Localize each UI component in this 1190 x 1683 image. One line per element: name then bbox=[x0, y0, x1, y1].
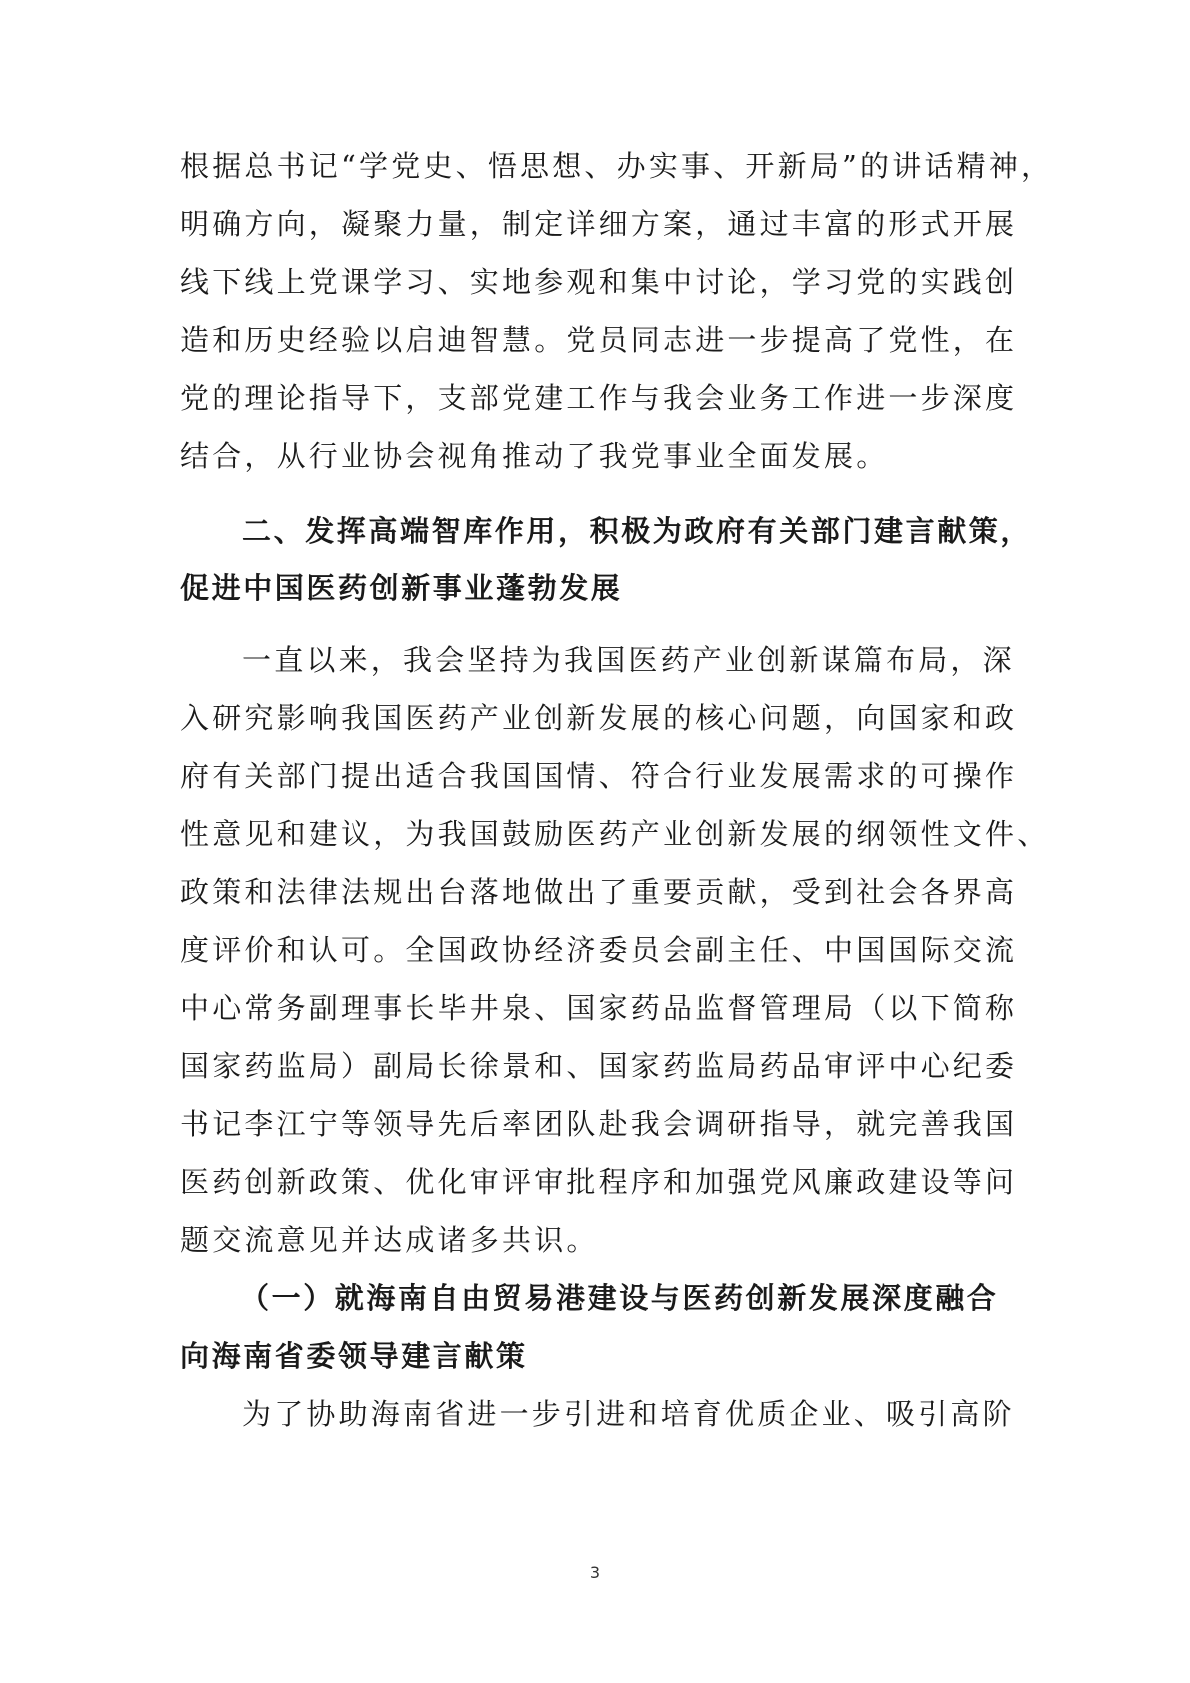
body-line: 入研究影响我国医药产业创新发展的核心问题，向国家和政 bbox=[180, 701, 1018, 735]
subsection-heading: （一）就海南自由贸易港建设与医药创新发展深度融合 bbox=[240, 1281, 999, 1315]
page-number: 3 bbox=[589, 1563, 601, 1582]
body-line: 性意见和建议，为我国鼓励医药产业创新发展的纲领性文件、 bbox=[180, 817, 1050, 851]
body-line: 结合，从行业协会视角推动了我党事业全面发展。 bbox=[180, 439, 889, 473]
body-line: 政策和法律法规出台落地做出了重要贡献，受到社会各界高 bbox=[180, 875, 1018, 909]
body-line: 国家药监局）副局长徐景和、国家药监局药品审评中心纪委 bbox=[180, 1049, 1018, 1083]
body-line: 题交流意见并达成诸多共识。 bbox=[180, 1223, 599, 1257]
body-line: 医药创新政策、优化审评审批程序和加强党风廉政建设等问 bbox=[180, 1165, 1018, 1199]
body-line: 根据总书记“学党史、悟思想、办实事、开新局”的讲话精神， bbox=[180, 149, 1054, 183]
body-line: 线下线上党课学习、实地参观和集中讨论，学习党的实践创 bbox=[180, 265, 1018, 299]
body-line: 党的理论指导下，支部党建工作与我会业务工作进一步深度 bbox=[180, 381, 1018, 415]
body-line: 一直以来，我会坚持为我国医药产业创新谋篇布局，深 bbox=[242, 643, 1015, 677]
body-line: 中心常务副理事长毕井泉、国家药品监督管理局（以下简称 bbox=[180, 991, 1018, 1025]
subsection-heading: 向海南省委领导建言献策 bbox=[180, 1339, 528, 1373]
section-heading: 促进中国医药创新事业蓬勃发展 bbox=[180, 571, 623, 605]
body-line: 明确方向，凝聚力量，制定详细方案，通过丰富的形式开展 bbox=[180, 207, 1018, 241]
body-line: 府有关部门提出适合我国国情、符合行业发展需求的可操作 bbox=[180, 759, 1018, 793]
body-line: 造和历史经验以启迪智慧。党员同志进一步提高了党性，在 bbox=[180, 323, 1018, 357]
section-heading: 二、发挥高端智库作用，积极为政府有关部门建言献策， bbox=[242, 514, 1033, 548]
body-line: 度评价和认可。全国政协经济委员会副主任、中国国际交流 bbox=[180, 933, 1018, 967]
body-line: 书记李江宁等领导先后率团队赴我会调研指导，就完善我国 bbox=[180, 1107, 1018, 1141]
body-line: 为了协助海南省进一步引进和培育优质企业、吸引高阶 bbox=[242, 1397, 1015, 1431]
